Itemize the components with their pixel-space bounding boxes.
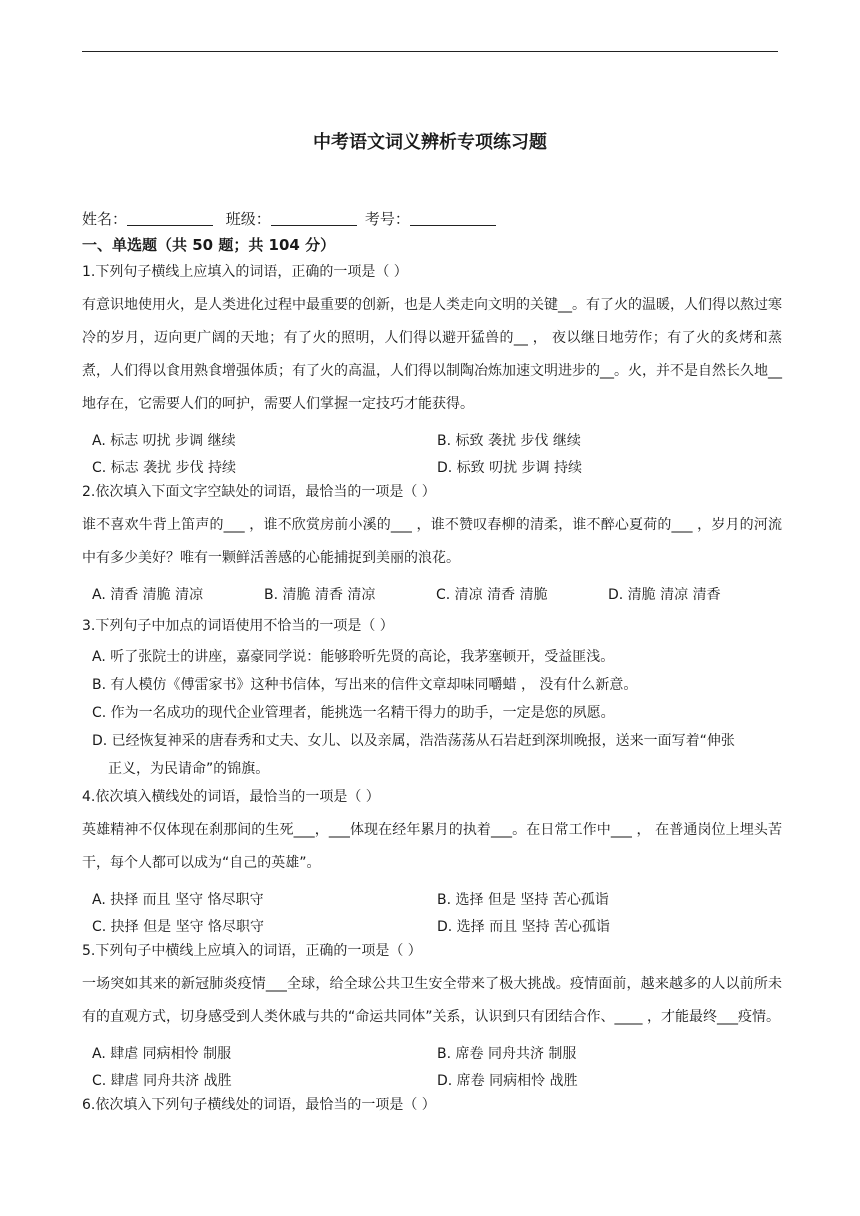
- question-4-option-d[interactable]: D. 选择 而且 坚持 苦心孤诣: [437, 919, 611, 935]
- class-label: 班级：: [225, 210, 271, 228]
- question-4-option-a[interactable]: A. 抉择 而且 坚守 恪尽职守: [92, 892, 264, 908]
- question-3-option-d-line1: D. 已经恢复神采的唐春秀和丈夫、女儿、以及亲属，浩浩荡荡从石岩赶到深圳晚报，送来一面写着“伸张: [92, 733, 735, 749]
- question-5-option-b[interactable]: B. 席卷 同舟共济 制服: [437, 1046, 577, 1062]
- question-6-stem: 6.依次填入下列句子横线处的词语，最恰当的一项是（ ）: [82, 1097, 436, 1113]
- question-2-options: [92, 582, 782, 609]
- question-4-passage: 英雄精神不仅体现在刹那间的生死___，___体现在经年累月的执着___。在日常工作中___ ， 在普通岗位上埋头苦干，每个人都可以成为“自己的英雄”。: [82, 822, 782, 871]
- question-5-passage: 一场突如其来的新冠肺炎疫情___全球，给全球公共卫生安全带来了极大挑战。疫情面前，越来越多的人以前所未有的直观方式，切身感受到人类休戚与共的“命运共同体”关系，认识到只有团结合作、____ ，才能最终___疫情。: [82, 976, 782, 1025]
- question-4-option-b[interactable]: B. 选择 但是 坚持 苦心孤诣: [437, 892, 609, 908]
- question-3-option-c[interactable]: C. 作为一名成功的现代企业管理者，能挑选一名精干得力的助手，一定是您的夙愿。: [92, 705, 615, 721]
- question-1-passage: 有意识地使用火，是人类进化过程中最重要的创新，也是人类走向文明的关键__。有了火的温暖，人们得以熬过寒冷的岁月，迈向更广阔的天地；有了火的照明，人们得以避开猛兽的__ ， 夜以继日地劳作；有了火的炙烤和蒸煮，人们得以食用熟食增强体质；有了火的高温，人们得以制陶冶炼加速文明进步的__。火，并不是自然长久地__地存在，它需要人们的呵护，需要人们掌握一定技巧才能获得。: [82, 297, 782, 412]
- question-3-stem: 3.下列句子中加点的词语使用不恰当的一项是（ ）: [82, 618, 394, 634]
- question-2-passage: 谁不喜欢牛背上笛声的___ ，谁不欣赏房前小溪的___ ，谁不赞叹春柳的清柔，谁不醉心夏荷的___ ，岁月的河流中有多少美好？唯有一颗鲜活善感的心能捕捉到美丽的浪花。: [82, 517, 782, 566]
- question-1-option-b[interactable]: B. 标致 袭扰 步伐 继续: [437, 433, 581, 449]
- question-5-option-a[interactable]: A. 肆虐 同病相怜 制服: [92, 1046, 232, 1062]
- question-2-stem: 2.依次填入下面文字空缺处的词语，最恰当的一项是（ ）: [82, 484, 436, 500]
- question-1-option-d[interactable]: D. 标致 叨扰 步调 持续: [437, 460, 583, 476]
- question-3-option-b[interactable]: B. 有人模仿《傅雷家书》这种书信体，写出来的信件文章却味同嚼蜡 ， 没有什么新意。: [92, 677, 638, 693]
- class-blank[interactable]: [271, 210, 357, 226]
- question-1-stem: 1.下列句子横线上应填入的词语，正确的一项是（ ）: [82, 264, 408, 280]
- name-blank[interactable]: [127, 210, 213, 226]
- question-3-option-a[interactable]: A. 听了张院士的讲座，嘉豪同学说：能够聆听先贤的高论，我茅塞顿开，受益匪浅。: [92, 649, 615, 665]
- question-5-option-c[interactable]: C. 肆虐 同舟共济 战胜: [92, 1073, 232, 1089]
- question-list: [82, 262, 782, 1122]
- question-4-stem: 4.依次填入横线处的词语，最恰当的一项是（ ）: [82, 789, 380, 805]
- question-2-option-b[interactable]: B. 清脆 清香 清凉: [264, 587, 376, 603]
- student-info-line: [82, 208, 504, 229]
- question-3-option-d-line2: 正义，为民请命”的锦旗。: [108, 761, 270, 777]
- section-heading: 一、单选题（共 50 题；共 104 分）: [82, 236, 336, 254]
- exam-number-label: 考号：: [364, 210, 410, 228]
- question-1-option-a[interactable]: A. 标志 叨扰 步调 继续: [92, 433, 236, 449]
- question-5-option-d[interactable]: D. 席卷 同病相怜 战胜: [437, 1073, 578, 1089]
- question-5-options: [92, 1041, 782, 1095]
- name-label: 姓名：: [82, 210, 128, 228]
- question-3-option-d[interactable]: [92, 727, 782, 783]
- question-4-option-c[interactable]: C. 抉择 但是 坚守 恪尽职守: [92, 919, 265, 935]
- question-2-option-a[interactable]: A. 清香 清脆 清凉: [92, 587, 204, 603]
- question-2-option-d[interactable]: D. 清脆 清凉 清香: [608, 587, 721, 603]
- exam-number-blank[interactable]: [410, 210, 496, 226]
- question-5-stem: 5.下列句子中横线上应填入的词语，正确的一项是（ ）: [82, 943, 422, 959]
- page-title: 中考语文词义辨析专项练习题: [313, 132, 547, 153]
- question-1-options: [92, 428, 782, 482]
- question-2-option-c[interactable]: C. 清凉 清香 清脆: [436, 587, 548, 603]
- question-1-option-c[interactable]: C. 标志 袭扰 步伐 持续: [92, 460, 237, 476]
- question-4-options: [92, 887, 782, 941]
- header-rule: [82, 51, 778, 52]
